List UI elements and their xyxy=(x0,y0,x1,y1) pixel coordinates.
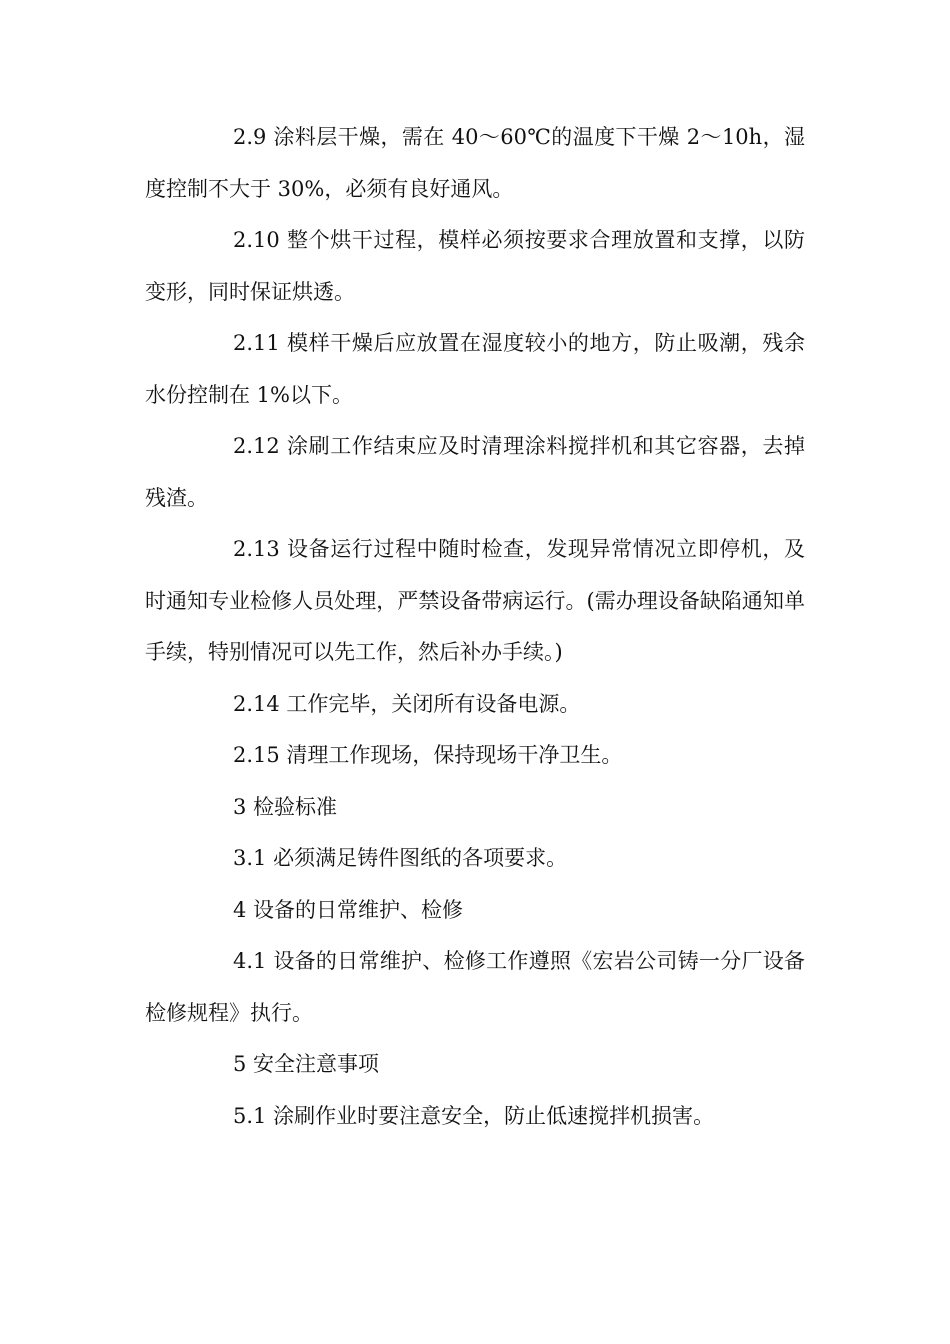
paragraph-5-1: 5.1 涂刷作业时要注意安全，防止低速搅拌机损害。 xyxy=(233,1103,715,1128)
paragraph-4-1: 4.1 设备的日常维护、检修工作遵照《宏岩公司铸一分厂设备检修规程》执行。 xyxy=(145,949,805,1025)
paragraph-2-10: 2.10 整个烘干过程，模样必须按要求合理放置和支撑，以防变形，同时保证烘透。 xyxy=(145,228,805,304)
paragraph-2-13: 2.13 设备运行过程中随时检查，发现异常情况立即停机，及时通知专业检修人员处理，严禁设备带病运行。(需办理设备缺陷通知单手续，特别情况可以先工作，然后补办手续。) xyxy=(145,537,805,664)
section-heading-5: 5 安全注意事项 xyxy=(233,1052,380,1076)
paragraph-3-1: 3.1 必须满足铸件图纸的各项要求。 xyxy=(233,846,568,870)
paragraph-2-11: 2.11 模样干燥后应放置在湿度较小的地方，防止吸潮，残余水份控制在 1%以下。 xyxy=(145,331,805,407)
section-heading-4: 4 设备的日常维护、检修 xyxy=(233,897,464,922)
paragraph-2-12: 2.12 涂刷工作结束应及时清理涂料搅拌机和其它容器，去掉残渣。 xyxy=(145,434,805,510)
paragraph-2-14: 2.14 工作完毕，关闭所有设备电源。 xyxy=(233,691,581,716)
paragraph-2-15: 2.15 清理工作现场，保持现场干净卫生。 xyxy=(233,743,623,767)
section-heading-3: 3 检验标准 xyxy=(233,794,338,819)
document-body xyxy=(145,112,805,1142)
paragraph-2-9: 2.9 涂料层干燥，需在 40～60℃的温度下干燥 2～10h，湿度控制不大于 30%，必须有良好通风。 xyxy=(145,125,805,201)
